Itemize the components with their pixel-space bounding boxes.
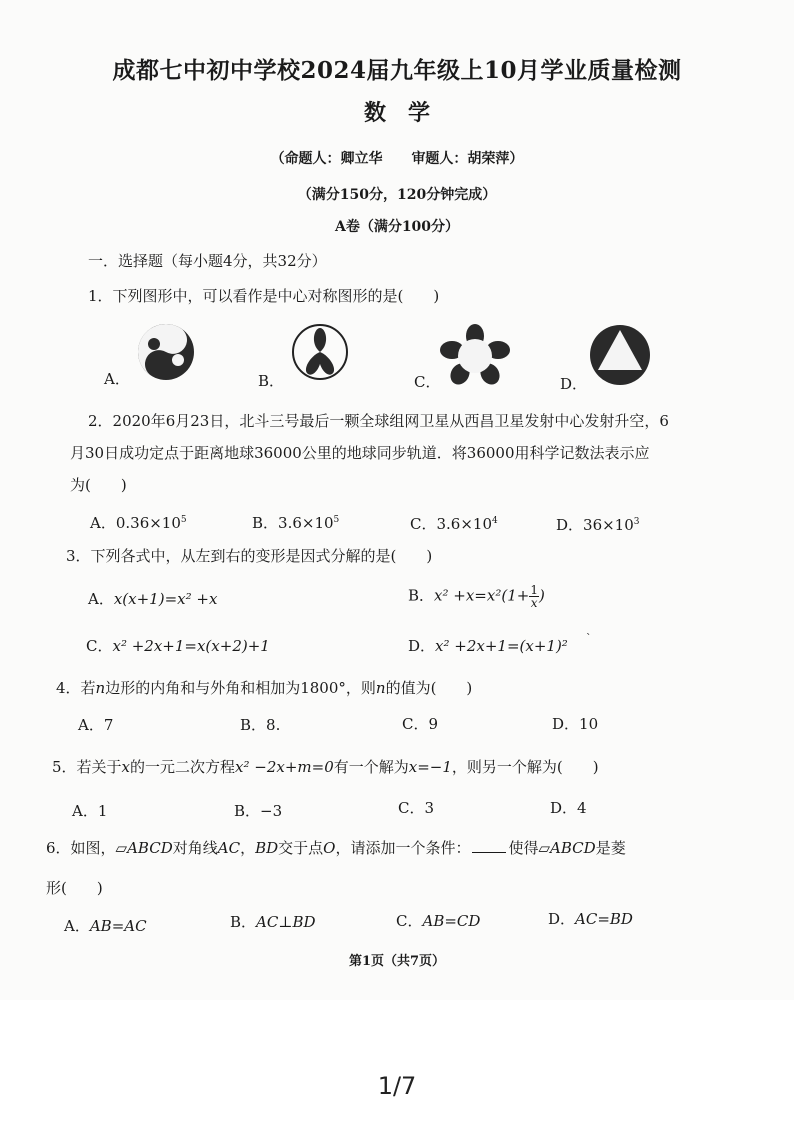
q6-stem-line2: 形( ) [46,879,103,897]
reviewer: 审题人：胡荣萍） [411,151,524,167]
q3-option-a: A．x(x+1)=x² +x [88,590,218,608]
q3-option-b: B．x² +x=x²(1+ $\frac{1}{x}$ ) [408,583,545,610]
q2-option-a: A．$0.36\times 10^5$ [90,514,187,532]
answer-blank[interactable] [472,838,506,853]
exam-title: 成都七中初中学校2024届九年级上10月学业质量检测 [112,57,682,84]
q3-stem: 3．下列各式中，从左到右的变形是因式分解的是( ) [66,547,433,565]
q4-option-c: C．9 [402,715,439,733]
q5-option-b: B．−3 [234,802,283,820]
q2-option-c: C．$3.6\times 10^4$ [410,515,498,533]
triangle-in-circle-icon [588,324,652,386]
trefoil-circle-icon [288,322,352,382]
q5-option-a: A．1 [72,802,108,820]
setter: （命题人：卿立华 [270,151,383,167]
q2-stem-line3: 为( ) [70,476,127,494]
q1-label-c: C． [414,373,441,391]
yin-yang-icon [133,322,199,382]
q5-stem: 5．若关于x的一元二次方程x² −2x+m=0有一个解为x=−1，则另一个解为( ) [52,758,599,776]
q5-option-c: C．3 [398,799,435,817]
q4-option-b: B．8. [240,716,281,734]
q5-option-d: D．4 [550,799,587,817]
flower-icon [440,324,510,386]
q4-stem: 4．若n边形的内角和与外角和相加为1800°，则n的值为( ) [56,679,473,697]
q4-option-d: D．10 [552,715,599,733]
q4-option-a: A．7 [78,716,114,734]
q3-option-c: C．x² +2x+1=x(x+2)+1 [86,637,270,655]
page-number: 第1页（共7页） [348,954,446,969]
q2-stem-line1: 2．2020年6月23日，北斗三号最后一颗全球组网卫星从西昌卫星发射中心发射升空，6 [88,412,669,430]
q6-option-d: D．AC=BD [548,910,633,928]
volume-a-title: A卷（满分100分） [334,219,460,235]
full-score-note: （满分150分，120分钟完成） [297,187,497,203]
q2-option-d: D．$36\times 10^3$ [556,516,640,534]
q2-stem-line2: 月30日成功定点于距离地球36000公里的地球同步轨道．将36000用科学记数法表示应 [70,444,650,462]
q3-option-d: D．x² +2x+1=(x+1)² [408,637,568,655]
q6-option-a: A．AB=AC [64,917,147,935]
q6-stem-line1: 6．如图，▱ABCD对角线AC，BD交于点O，请添加一个条件： 使得▱ABCD是菱 [46,839,626,857]
q1-label-b: B． [258,372,285,390]
q1-label-d: D． [560,375,588,393]
q1-label-a: A． [104,370,130,388]
q2-option-b: B．$3.6\times 10^5$ [252,514,340,532]
q6-option-c: C．AB=CD [396,912,481,930]
authors-line [0,148,794,168]
subject-title: 数 学 [363,100,430,126]
q6-option-b: B．AC⊥BD [230,913,316,931]
section-title: 一．选择题（每小题4分，共32分） [88,252,327,270]
viewer-page-indicator: 1/7 [377,1072,417,1100]
q1-stem: 1．下列图形中，可以看作是中心对称图形的是( ) [88,287,440,305]
stray-mark: ` [586,632,592,645]
